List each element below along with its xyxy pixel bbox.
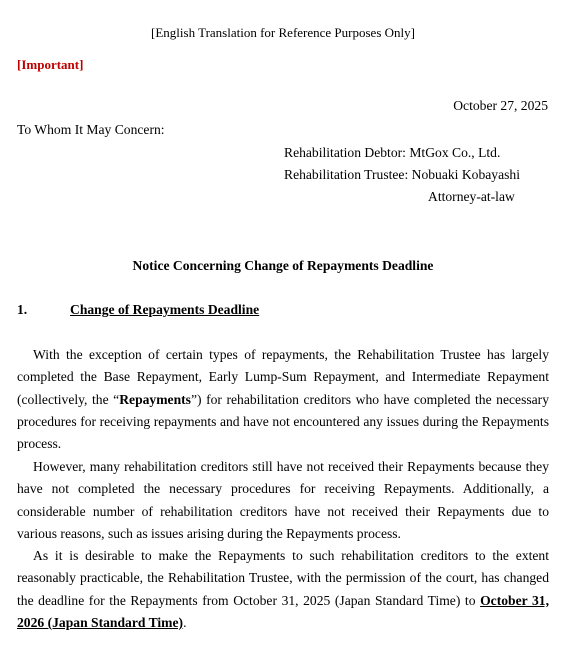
translation-note: [English Translation for Reference Purposes Only] (151, 25, 415, 40)
trustee-title: Attorney-at-law (428, 189, 515, 204)
paragraph-3 (17, 545, 549, 634)
greeting: To Whom It May Concern: (17, 122, 165, 137)
important-label: [Important] (17, 57, 84, 72)
new-deadline: October 31, 2026 (Japan Standard Time) (17, 592, 549, 630)
section-heading: Change of Repayments Deadline (70, 302, 260, 317)
paragraph-2: However, many rehabilitation creditors still have not received their Repayments because they have not completed the necessary procedures for receiving Repayments. Additionally, a considerable number of rehabilitation creditors have not received their Repayments due to various reasons, such as issues arising during the Repayments process. (17, 459, 549, 541)
rehabilitation-trustee: Rehabilitation Trustee: Nobuaki Kobayashi (284, 167, 520, 182)
paragraph-1-text-a: With the exception of certain types of repayments, the Rehabilitation Trustee has largely completed the Base Repayment, Early Lump-Sum Repayment, and Intermediate Repayment (collectively, the “ (17, 347, 549, 407)
letter-date: October 27, 2025 (453, 98, 548, 113)
section-number: 1. (17, 302, 28, 317)
paragraph-1-text-b: ”) for rehabilitation creditors who have completed the necessary procedures for receiving repayments and have not encountered any issues during the Repayments process. (17, 391, 550, 452)
rehabilitation-debtor: Rehabilitation Debtor: MtGox Co., Ltd. (284, 145, 501, 160)
paragraph-3-text-a: As it is desirable to make the Repayments to such rehabilitation creditors to the extent reasonably practicable, the Rehabilitation Trustee, with the permission of the court, has changed the deadline for the Repayments from October 31, 2025 (Japan Standard Time) to (17, 548, 549, 608)
notice-title: Notice Concerning Change of Repayments Deadline (132, 258, 434, 273)
repayments-defined-term: Repayments (119, 391, 191, 407)
paragraph-3-text-b: . (183, 614, 187, 630)
paragraph-1 (17, 344, 549, 455)
